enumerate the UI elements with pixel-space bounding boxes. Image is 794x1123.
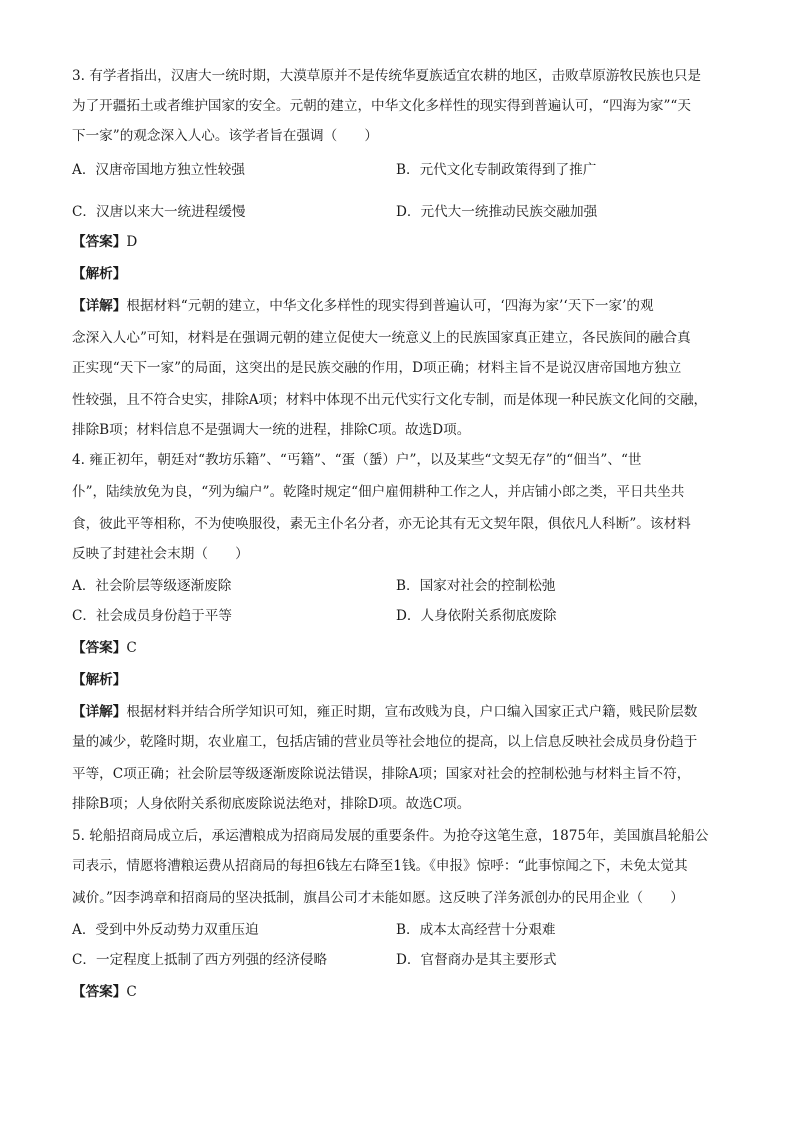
q3-stem-line-2: 为了开疆拓土或者维护国家的安全。元朝的建立，中华文化多样性的现实得到普遍认可，“四海为家”“天 (72, 98, 691, 114)
q3-answer-label: 【答案】 (72, 234, 127, 250)
q3-option-d: D．元代大一统推动民族交融加强 (396, 204, 598, 220)
q3-detail-text-1: 根据材料“元朝的建立，中华文化多样性的现实得到普遍认可，‘四海为家’‘天下一家’的观 (126, 298, 654, 314)
q4-answer-label: 【答案】 (72, 640, 127, 656)
q3-detail-line-1 (72, 296, 732, 316)
q4-option-d: D．人身依附关系彻底废除 (396, 608, 557, 624)
q4-detail-line-1 (72, 702, 732, 722)
q5-answer-value: C (126, 984, 137, 1000)
q5-option-a: A．受到中外反动势力双重压迫 (72, 922, 259, 938)
q5-option-d: D．官督商办是其主要形式 (396, 952, 557, 968)
q5-answer (72, 982, 732, 1002)
q5-stem-line-2: 司表示，情愿将漕粮运费从招商局的每担6钱左右降至1钱。《申报》惊呼：“此事惊闻之下，未免太觉其 (72, 858, 688, 874)
q3-detail-tag: 【详解】 (72, 298, 127, 314)
q5-stem-line-1: 5. 轮船招商局成立后，承运漕粮成为招商局发展的重要条件。为抢夺这笔生意，1875年，美国旗昌轮船公 (72, 828, 709, 844)
q4-detail-line-2: 量的减少，乾隆时期，农业雇工，包括店铺的营业员等社会地位的提高，以上信息反映社会成员身份趋于 (72, 734, 698, 750)
q3-analysis-tag: 【解析】 (72, 266, 127, 282)
q3-detail-line-5: 排除B项；材料信息不是强调大一统的进程，排除C项。故选D项。 (72, 422, 471, 438)
q4-answer (72, 638, 732, 658)
q4-stem-line-1: 4. 雍正初年，朝廷对“教坊乐籍”、“丐籍”、“蛋（蜑）户”，以及某些“文契无存”的“佃当”、“世 (72, 452, 642, 468)
q3-answer (72, 232, 732, 252)
q4-option-b: B．国家对社会的控制松弛 (396, 578, 556, 594)
q4-option-c: C．社会成员身份趋于平等 (72, 608, 232, 624)
q5-option-c: C．一定程度上抵制了西方列强的经济侵略 (72, 952, 328, 968)
q4-analysis-label (72, 670, 732, 690)
q3-detail-line-4: 性较强，且不符合史实，排除A项；材料中体现不出元代实行文化专制，而是体现一种民族文化间的交融， (72, 392, 708, 408)
q3-detail-line-2: 念深入人心”可知，材料是在强调元朝的建立促使大一统意义上的民族国家真正建立，各民族间的融合真 (72, 330, 691, 346)
q4-stem-line-2: 仆”，陆续放免为良，“列为编户”。乾隆时规定“佃户雇佣耕种工作之人，并店铺小郎之类，平日共坐共 (72, 484, 685, 500)
q4-analysis-tag: 【解析】 (72, 672, 127, 688)
q4-detail-line-3: 平等，C项正确；社会阶层等级逐渐废除说法错误，排除A项；国家对社会的控制松弛与材料主旨不符， (72, 766, 691, 782)
q3-stem-line-3: 下一家”的观念深入人心。该学者旨在强调（ ） (72, 128, 379, 144)
q5-option-b: B．成本太高经营十分艰难 (396, 922, 556, 938)
q4-detail-tag: 【详解】 (72, 704, 127, 720)
q3-detail-line-3: 正实现“天下一家”的局面，这突出的是民族交融的作用，D项正确；材料主旨不是说汉唐帝国地方独立 (72, 360, 682, 376)
q5-answer-label: 【答案】 (72, 984, 127, 1000)
q3-answer-value: D (126, 234, 138, 250)
q4-stem-line-4: 反映了封建社会末期（ ） (72, 546, 249, 562)
q3-option-b: B．元代文化专制政策得到了推广 (396, 162, 597, 178)
q3-analysis-label (72, 264, 732, 284)
q4-option-a: A．社会阶层等级逐渐废除 (72, 578, 232, 594)
q3-stem-line-1: 3. 有学者指出，汉唐大一统时期，大漠草原并不是传统华夏族适宜农耕的地区，击败草原游牧民族也只是 (72, 68, 702, 84)
q3-option-c: C．汉唐以来大一统进程缓慢 (72, 204, 246, 220)
q4-detail-text-1: 根据材料并结合所学知识可知，雍正时期，宣布改贱为良，户口编入国家正式户籍，贱民阶层数 (126, 704, 698, 720)
q5-stem-line-3: 减价。”因李鸿章和招商局的坚决抵制，旗昌公司才未能如愿。这反映了洋务派创办的民用企业（ ） (72, 890, 684, 906)
q4-detail-line-4: 排除B项；人身依附关系彻底废除说法绝对，排除D项。故选C项。 (72, 796, 471, 812)
q3-option-a: A．汉唐帝国地方独立性较强 (72, 162, 245, 178)
q4-stem-line-3: 食，彼此平等相称，不为使唤服役，素无主仆名分者，亦无论其有无文契年限，俱依凡人科断”。该材料 (72, 516, 691, 532)
q4-answer-value: C (126, 640, 137, 656)
